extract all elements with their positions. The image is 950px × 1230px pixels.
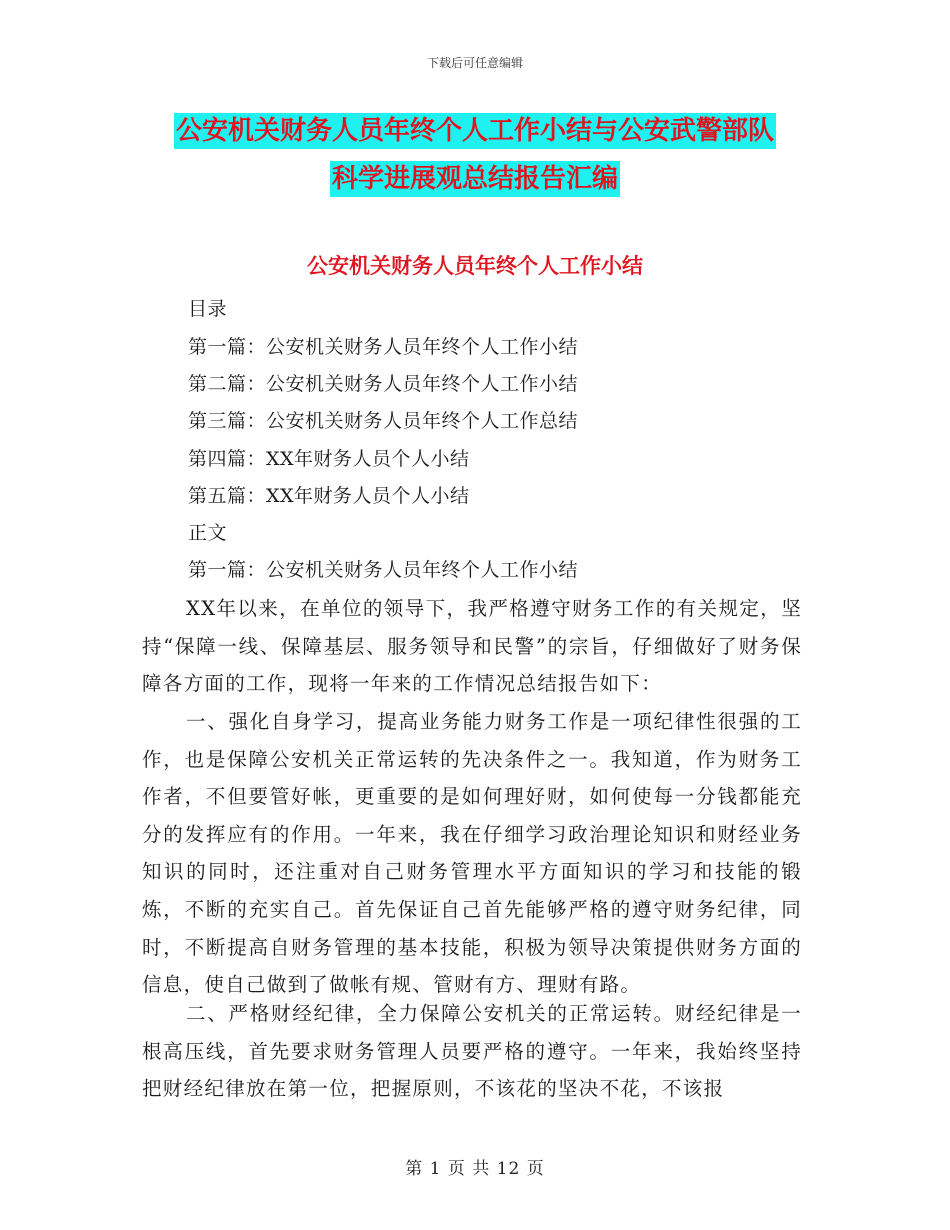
document-title-line-1: 公安机关财务人员年终个人工作小结与公安武警部队 (0, 110, 950, 147)
toc-item: 第一篇：公安机关财务人员年终个人工作小结 (188, 336, 579, 358)
body-paragraph: 一、强化自身学习，提高业务能力财务工作是一项纪律性很强的工作，也是保障公安机关正常运转的先决条件之一。我知道，作为财务工作者，不但要管好帐，更重要的是如何理好财，如何使每一分钱都能充分的发挥应有的作用。一年来，我在仔细学习政治理论知识和财经业务知识的同时，还注重对自己财务管理水平方面知识的学习和技能的锻炼，不断的充实自己。首先保证自己首先能够严格的遵守财务纪律，同时，不断提高自财务管理的基本技能，积极为领导决策提供财务方面的信息，使自己做到了做帐有规、管财有方、理财有路。 (142, 710, 802, 997)
toc-item: 第五篇：XX年财务人员个人小结 (188, 485, 470, 507)
header-note: 下载后可任意编辑 (426, 56, 523, 70)
body-heading: 正文 (188, 522, 228, 544)
toc-item: 第四篇：XX年财务人员个人小结 (188, 448, 470, 470)
toc-item: 第二篇：公安机关财务人员年终个人工作小结 (188, 373, 579, 395)
toc-heading: 目录 (188, 298, 228, 320)
section-title: 公安机关财务人员年终个人工作小结 (307, 254, 643, 278)
document-title-line-2: 科学进展观总结报告汇编 (0, 158, 950, 195)
toc-item: 第三篇：公安机关财务人员年终个人工作总结 (188, 410, 579, 432)
chapter-heading: 第一篇：公安机关财务人员年终个人工作小结 (188, 559, 579, 581)
body-paragraph: 二、严格财经纪律，全力保障公安机关的正常运转。财经纪律是一根高压线，首先要求财务管理人员要严格的遵守。一年来，我始终坚持把财经纪律放在第一位，把握原则，不该花的坚决不花，不该报 (142, 1002, 802, 1101)
page-footer: 第 1 页 共 12 页 (405, 1159, 545, 1179)
body-paragraph: XX年以来，在单位的领导下，我严格遵守财务工作的有关规定，坚持“保障一线、保障基层、服务领导和民警”的宗旨，仔细做好了财务保障各方面的工作，现将一年来的工作情况总结报告如下： (142, 597, 802, 696)
